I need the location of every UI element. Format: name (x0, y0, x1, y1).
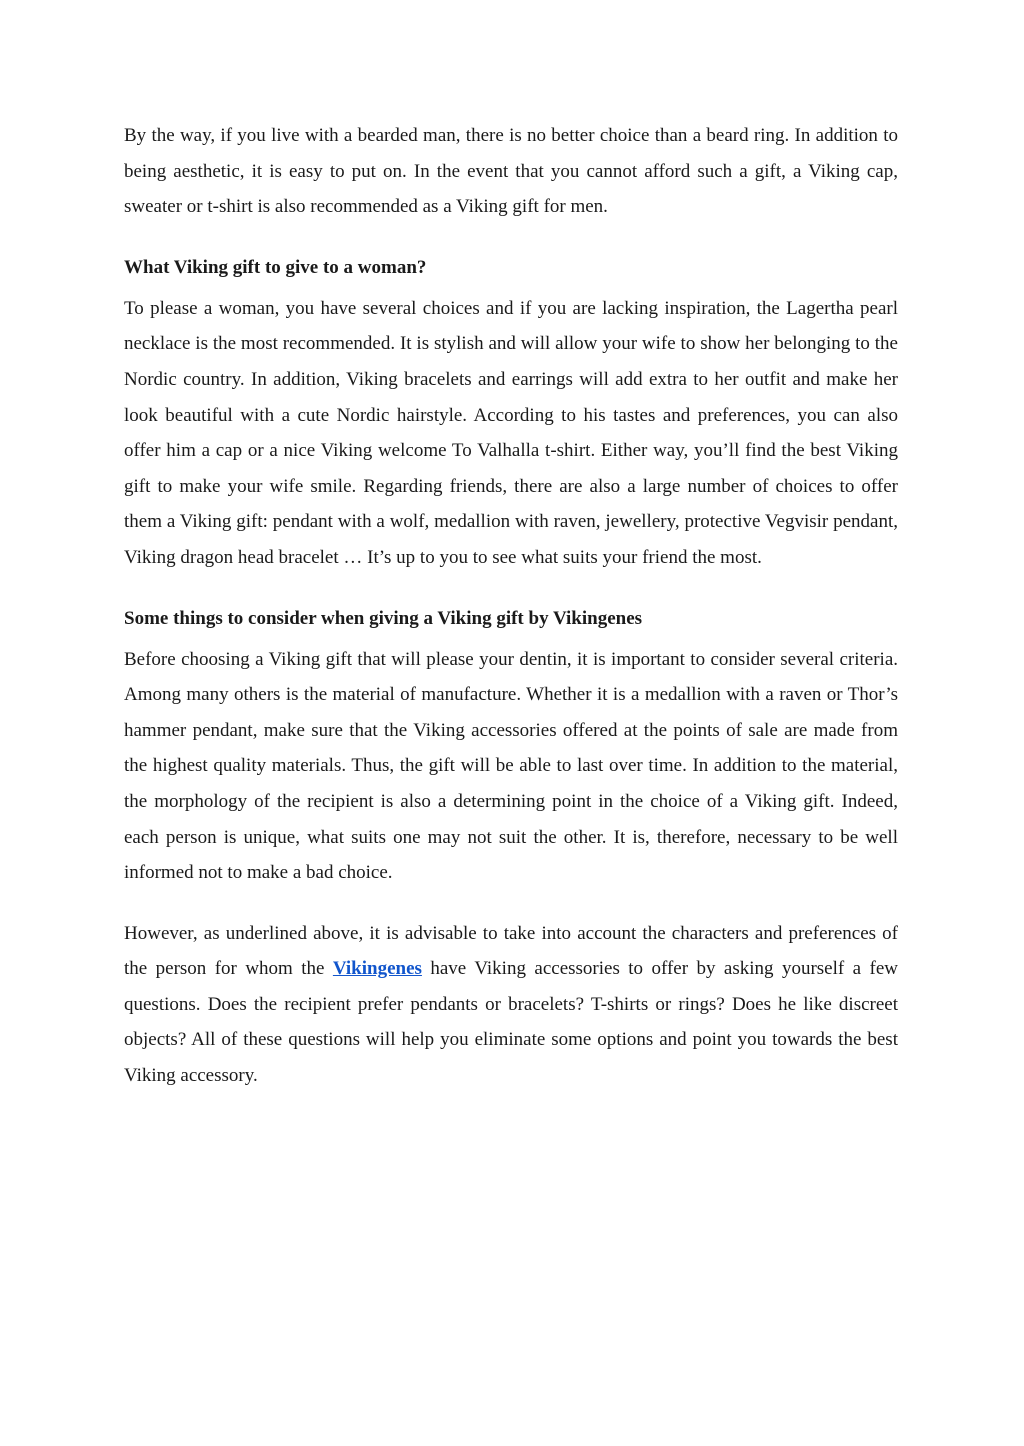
paragraph-bearded-man: By the way, if you live with a bearded man, there is no better choice than a beard ring. In addition to being aesthetic, it is easy to put on. In the event that you cannot afford such a gift, a Viking cap, sweater or t-shirt is also recommended as a Viking gift for men. (124, 125, 898, 218)
paragraph-criteria: Before choosing a Viking gift that will please your dentin, it is important to consider several criteria. Among many others is the material of manufacture. Whether it is a medallion with a raven or Thor’s hammer pendant, make sure that the Viking accessories offered at the points of sale are made from the highest quality materials. Thus, the gift will be able to last over time. In addition to the material, the morphology of the recipient is also a determining point in the choice of a Viking gift. Indeed, each person is unique, what suits one may not suit the other. It is, therefore, necessary to be well informed not to make a bad choice. (124, 648, 898, 884)
heading-things-to-consider: Some things to consider when giving a Viking gift by Vikingenes (124, 607, 643, 629)
vikingenes-link[interactable]: Vikingenes (332, 958, 422, 980)
heading-gift-for-woman: What Viking gift to give to a woman? (124, 256, 427, 278)
paragraph-however (124, 916, 898, 1094)
paragraph-please-a-woman: To please a woman, you have several choices and if you are lacking inspiration, the Lagertha pearl necklace is the most recommended. It is stylish and will allow your wife to show her belonging to the Nordic country. In addition, Viking bracelets and earrings will add extra to her outfit and make her look beautiful with a cute Nordic hairstyle. According to his tastes and preferences, you can also offer him a cap or a nice Viking welcome To Valhalla t-shirt. Either way, you’ll find the best Viking gift to make your wife smile. Regarding friends, there are also a large number of choices to offer them a Viking gift: pendant with a wolf, medallion with raven, jewellery, protective Vegvisir pendant, Viking dragon head bracelet … It’s up to you to see what suits your friend the most. (124, 297, 898, 568)
paragraph-however-text-start: However, as underlined above, it is advisable to take into account the characters and preferences of the person for whom the (124, 922, 898, 980)
paragraph-however-text-end: have Viking accessories to offer by asking yourself a few questions. Does the recipient prefer pendants or bracelets? T-shirts or rings? Does he like discreet objects? All of these questions will help you eliminate some options and point you towards the best Viking accessory. (124, 958, 898, 1087)
document-page (124, 118, 898, 1094)
